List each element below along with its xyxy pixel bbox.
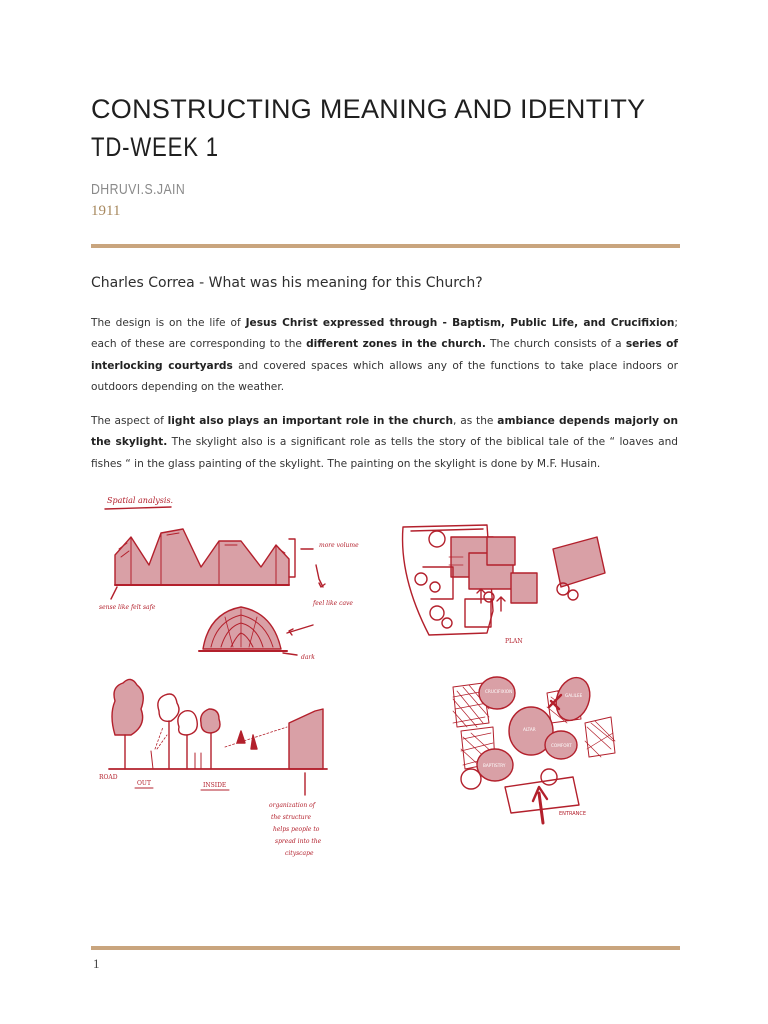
label-feel-cave: feel like cave (313, 600, 353, 607)
text-run: The design is on the life of (91, 317, 246, 329)
label-dark: dark (301, 654, 315, 661)
section-heading: Charles Correa - What was his meaning for this Church? (91, 275, 483, 291)
roll-number: 1911 (91, 203, 121, 219)
spatial-analysis-sketch (91, 487, 711, 867)
zone-comfort: COMFORT (551, 743, 572, 748)
zone-crucifixion: CRUCIFIXION (485, 689, 513, 694)
bold-run: Jesus Christ expressed through - Baptism, Public Life, and Crucifixion (245, 317, 675, 329)
bold-run: ambiance depends majorly on the skylight. (91, 415, 678, 449)
text-run: The aspect of (91, 415, 168, 427)
page-number: 1 (93, 956, 100, 971)
zone-baptistry: BAPTISTRY (483, 763, 506, 768)
document-title: CONSTRUCTING MEANING AND IDENTITY (91, 94, 646, 124)
cave-dome-drawing (199, 607, 287, 651)
label-out: OUT (137, 780, 151, 787)
label-plan: PLAN (505, 638, 523, 645)
label-inside: INSIDE (203, 782, 227, 789)
sketch-title: Spatial analysis. (107, 496, 174, 505)
label-more-volume: more volume (319, 542, 359, 549)
label-organization-4: spread into the (275, 838, 322, 845)
text-run: , as the (453, 415, 498, 427)
author-name: DHRUVI.S.JAIN (91, 181, 186, 198)
footer-divider (91, 946, 680, 950)
zone-galilee: GALILEE (565, 693, 583, 698)
header-divider (91, 244, 680, 248)
text-run: and covered spaces which allows any of the functions to take place indoors or outdoors depending on the weather. (91, 359, 678, 394)
document-subtitle: TD-WEEK 1 (91, 132, 219, 162)
street-section-drawing (109, 679, 327, 769)
plan-drawing (403, 525, 605, 635)
text-run: ; each of these are corresponding to the (91, 317, 678, 351)
label-sense-safe: sense like felt safe (99, 604, 156, 611)
label-organization-5: cityscape (285, 850, 314, 857)
label-organization-1: organization of (269, 802, 315, 809)
paragraph-design (91, 313, 678, 399)
label-road: ROAD (99, 774, 118, 781)
zone-altar: ALTAR (523, 727, 536, 732)
bold-run: light also plays an important role in the church (167, 415, 453, 427)
text-run: The skylight also is a significant role as tells the story of the biblical tale of the “ loaves and fishes “ in the glass painting of the skylight. The painting on the skylight is done by M.F. Husain. (91, 436, 679, 470)
bold-run: series of interlocking courtyards (91, 338, 679, 372)
roof-section-drawing (115, 529, 289, 585)
zone-bubble-diagram (453, 673, 615, 823)
text-run: The church consists of a (485, 338, 626, 351)
label-organization-2: the structure (271, 814, 312, 821)
label-organization-3: helps people to (273, 826, 320, 833)
paragraph-light (91, 411, 678, 475)
bold-run: different zones in the church. (306, 338, 486, 351)
zone-entrance: ENTRANCE (559, 811, 587, 817)
